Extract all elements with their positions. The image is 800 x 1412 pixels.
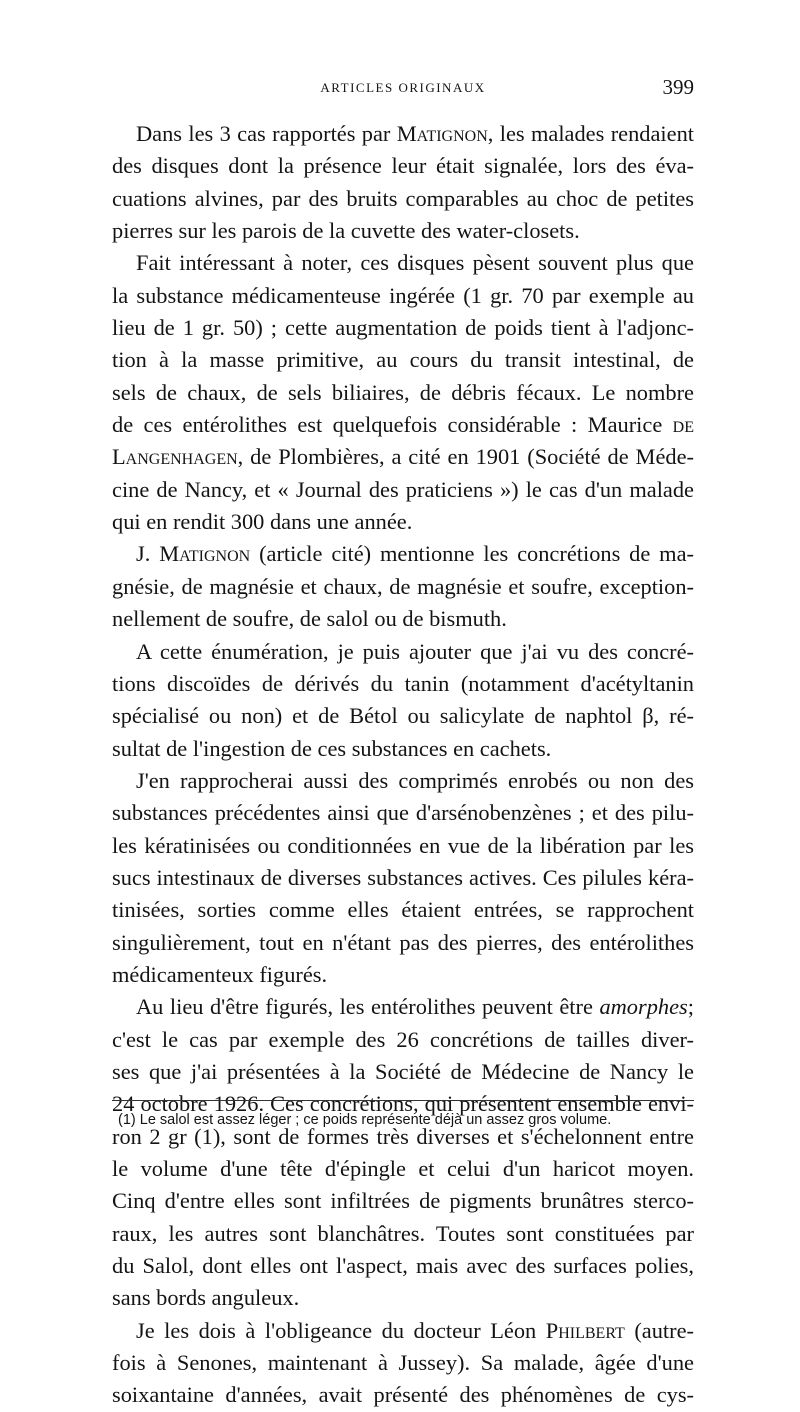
text-line: du Salol, dont elles ont l'aspect, mais avec des surfaces polies,	[112, 1253, 694, 1279]
text-line: Cinq d'entre elles sont infiltrées de pigments brunâtres sterco-	[112, 1188, 694, 1214]
text-line: sans bords anguleux.	[112, 1285, 300, 1311]
text-line: Au lieu d'être figurés, les entérolithes peuvent être amorphes;	[136, 994, 694, 1020]
text-line: sultat de l'ingestion de ces substances en cachets.	[112, 735, 552, 761]
text-line: lieu de 1 gr. 50) ; cette augmentation de poids tient à l'adjonc-	[112, 315, 694, 341]
text-line: des disques dont la présence leur était signalée, lors des éva-	[112, 153, 694, 179]
text-line: tinisées, sorties comme elles étaient entrées, se rapprochent	[112, 897, 694, 923]
text-line: substances précédentes ainsi que d'arsénobenzènes ; et des pilu-	[112, 800, 694, 826]
text-line: Je les dois à l'obligeance du docteur Léon Philbert (autre-	[136, 1317, 694, 1343]
running-title: ARTICLES ORIGINAUX	[320, 80, 486, 95]
text-line: sels de chaux, de sels biliaires, de débris fécaux. Le nombre	[112, 379, 694, 405]
text-line: Fait intéressant à noter, ces disques pèsent souvent plus que	[136, 250, 694, 276]
text-line: gnésie, de magnésie et chaux, de magnésie et soufre, exception-	[112, 573, 694, 599]
footnote-rule	[112, 1100, 694, 1101]
text-line: raux, les autres sont blanchâtres. Toutes sont constituées par	[112, 1220, 694, 1246]
text-line: A cette énumération, je puis ajouter que j'ai vu des concré-	[136, 638, 694, 664]
text-line: tion à la masse primitive, au cours du transit intestinal, de	[112, 347, 694, 373]
text-line: spécialisé ou non) et de Bétol ou salicylate de naphtol β, ré-	[112, 703, 694, 729]
text-line: 24 octobre 1926. Ces concrétions, qui présentent ensemble envi-	[112, 1091, 694, 1117]
text-line: soixantaine d'années, avait présenté des phénomènes de cys-	[112, 1382, 694, 1408]
text-line: les kératinisées ou conditionnées en vue de la libération par les	[112, 832, 694, 858]
text-line: Dans les 3 cas rapportés par Matignon, les malades rendaient	[136, 121, 694, 146]
footnote: (1) Le salol est assez léger ; ce poids représente déjà un assez gros volume.	[118, 1112, 612, 1128]
text-line: de ces entérolithes est quelquefois considérable : Maurice de	[112, 412, 694, 438]
text-line: c'est le cas par exemple des 26 concrétions de tailles diver-	[112, 1026, 694, 1052]
page-number: 399	[662, 75, 694, 99]
text-line: le volume d'une tête d'épingle et celui d'un haricot moyen.	[112, 1156, 694, 1181]
text-line: ron 2 gr (1), sont de formes très diverses et s'échelonnent entre	[112, 1123, 694, 1149]
text-line: médicamenteux figurés.	[112, 961, 328, 987]
body-text	[112, 118, 694, 1412]
text-line: Langenhagen, de Plombières, a cité en 1901 (Société de Méde-	[112, 444, 694, 470]
text-line: la substance médicamenteuse ingérée (1 gr. 70 par exemple au	[112, 282, 694, 308]
text-line: ses que j'ai présentées à la Société de Médecine de Nancy le	[112, 1058, 694, 1084]
text-line: J'en rapprocherai aussi des comprimés enrobés ou non des	[136, 767, 694, 793]
text-line: J. Matignon (article cité) mentionne les concrétions de ma-	[136, 541, 694, 567]
text-line: cuations alvines, par des bruits comparables au choc de petites	[112, 185, 694, 211]
text-line: tions discoïdes de dérivés du tanin (notamment d'acétyltanin	[112, 670, 694, 696]
text-line: cine de Nancy, et « Journal des praticiens ») le cas d'un malade	[112, 476, 694, 502]
text-line: qui en rendit 300 dans une année.	[112, 509, 413, 535]
text-line: singulièrement, tout en n'étant pas des pierres, des entérolithes	[112, 929, 694, 955]
text-line: fois à Senones, maintenant à Jussey). Sa malade, âgée d'une	[112, 1350, 694, 1376]
text-line: pierres sur les parois de la cuvette des water-closets.	[112, 218, 580, 244]
text-line: nellement de soufre, de salol ou de bismuth.	[112, 606, 507, 632]
text-line: sucs intestinaux de diverses substances actives. Ces pilules kéra-	[112, 864, 694, 890]
running-head	[112, 75, 694, 105]
